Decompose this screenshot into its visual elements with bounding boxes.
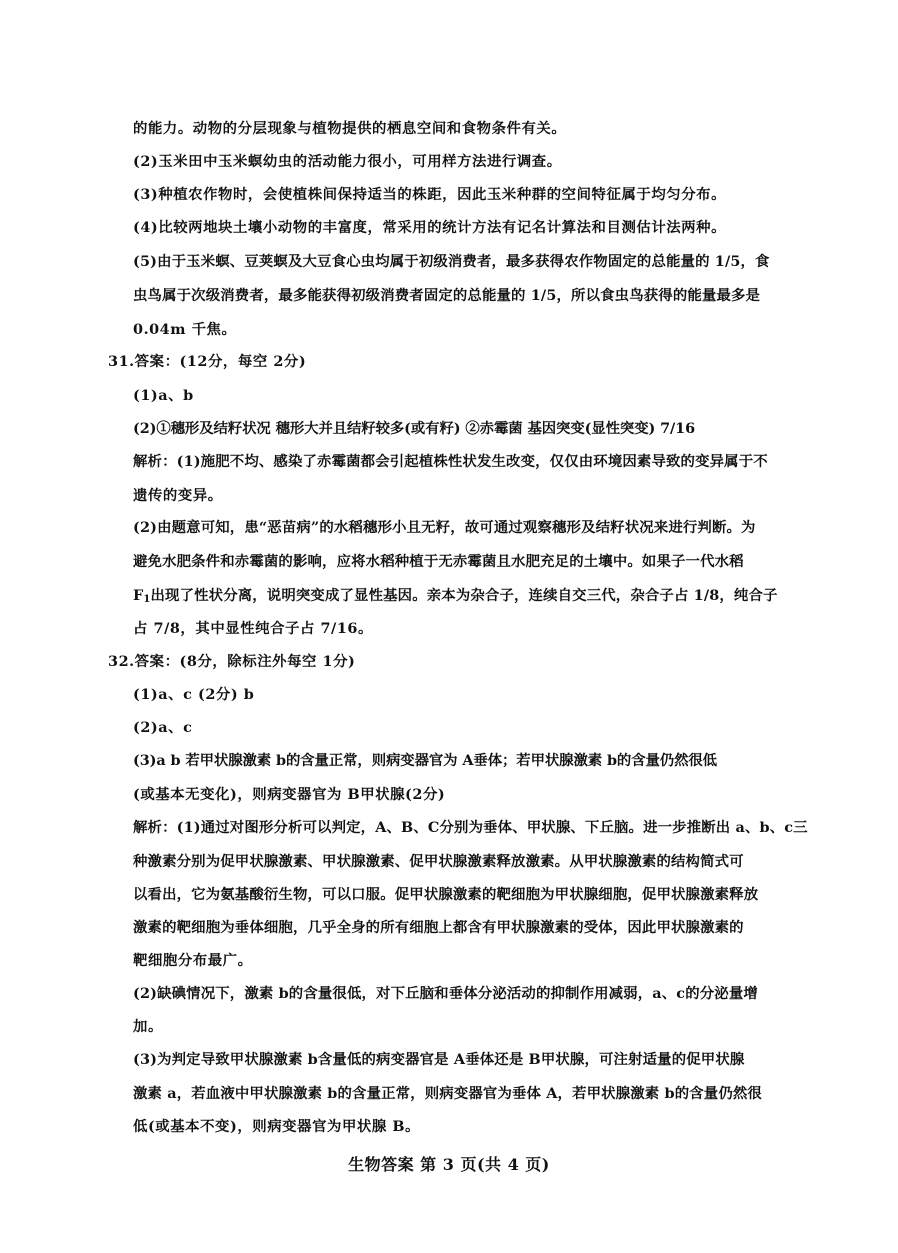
text-line: 解析：(1)施肥不均、感染了赤霉菌都会引起植株性状发生改变，仅仅由环境因素导致的变异属于不 xyxy=(133,453,768,470)
text-line: 占 7/8，其中显性纯合子占 7/16。 xyxy=(133,620,373,637)
text-line: 以看出，它为氨基酸衍生物，可以口服。促甲状腺激素的靶细胞为甲状腺细胞，促甲状腺激素释放 xyxy=(133,886,759,903)
text-line: (1)a、b xyxy=(133,387,194,404)
text-line: (3)种植农作物时，会使植株间保持适当的株距，因此玉米种群的空间特征属于均匀分布。 xyxy=(133,186,727,203)
text-line: 遗传的变异。 xyxy=(133,487,223,504)
text-line: (2)玉米田中玉米螟幼虫的活动能力很小，可用样方法进行调查。 xyxy=(133,153,562,170)
text-line: (2)缺碘情况下，激素 b的含量很低，对下丘脑和垂体分泌活动的抑制作用减弱，a、c的分泌量增 xyxy=(133,985,758,1002)
text-line: 激素的靶细胞为垂体细胞，几乎全身的所有细胞上都含有甲状腺激素的受体，因此甲状腺激素的 xyxy=(133,919,744,936)
text-line: 的能力。动物的分层现象与植物提供的栖息空间和食物条件有关。 xyxy=(133,120,567,137)
text-line: (4)比较两地块土壤小动物的丰富度，常采用的统计方法有记名计算法和目测估计法两种。 xyxy=(133,219,727,236)
f1-symbol: F xyxy=(133,587,144,604)
text-line: 避免水肥条件和赤霉菌的影响，应将水稻种植于无赤霉菌且水肥充足的土壤中。如果子一代水稻 xyxy=(133,553,744,570)
text-line xyxy=(133,586,778,610)
text-line-rest: 出现了性状分离，说明突变成了显性基因。亲本为杂合子，连续自交三代，杂合子占 1/8，纯合子 xyxy=(150,587,778,604)
text-line: 种激素分别为促甲状腺激素、甲状腺激素、促甲状腺激素释放激素。从甲状腺激素的结构简式可 xyxy=(133,853,744,870)
text-line: 激素 a，若血液中甲状腺激素 b的含量正常，则病变器官为垂体 A，若甲状腺激素 b的含量仍然很 xyxy=(133,1085,762,1102)
text-line: (1)a、c (2分) b xyxy=(133,686,255,703)
text-line: (2)a、c xyxy=(133,719,193,736)
text-line: 低(或基本不变)，则病变器官为甲状腺 B。 xyxy=(133,1118,420,1135)
text-line: 靶细胞分布最广。 xyxy=(133,952,253,969)
text-line: 加。 xyxy=(133,1018,163,1035)
question-31-answer-heading: 31.答案：(12分，每空 2分) xyxy=(108,353,307,370)
text-line: (或基本无变化)，则病变器官为 B甲状腺(2分) xyxy=(133,786,446,803)
text-line: 虫鸟属于次级消费者，最多能获得初级消费者固定的总能量的 1/5，所以食虫鸟获得的能量最多是 xyxy=(133,287,761,304)
text-line: (5)由于玉米螟、豆荚螟及大豆食心虫均属于初级消费者，最多获得农作物固定的总能量的 1/5，食 xyxy=(133,253,770,270)
text-line: (2)①穗形及结籽状况 穗形大并且结籽较多(或有籽) ②赤霉菌 基因突变(显性突变) 7/16 xyxy=(133,420,696,437)
text-line: (3)为判定导致甲状腺激素 b含量低的病变器官是 A垂体还是 B甲状腺，可注射适量的促甲状腺 xyxy=(133,1051,745,1068)
text-line: 解析：(1)通过对图形分析可以判定，A、B、C分别为垂体、甲状腺、下丘脑。进一步推断出 a、b、c三 xyxy=(133,819,808,836)
f1-subscript: 1 xyxy=(143,594,151,605)
text-line: 0.04m 千焦。 xyxy=(133,321,237,338)
page-footer: 生物答案 第 3 页(共 4 页) xyxy=(348,1155,550,1174)
text-line: (3)a b 若甲状腺激素 b的含量正常，则病变器官为 A垂体；若甲状腺激素 b的含量仍然很低 xyxy=(133,752,717,769)
question-32-answer-heading: 32.答案：(8分，除标注外每空 1分) xyxy=(108,653,356,670)
text-line: (2)由题意可知，患“恶苗病”的水稻穗形小且无籽，故可通过观察穗形及结籽状况来进行判断。为 xyxy=(133,519,756,536)
